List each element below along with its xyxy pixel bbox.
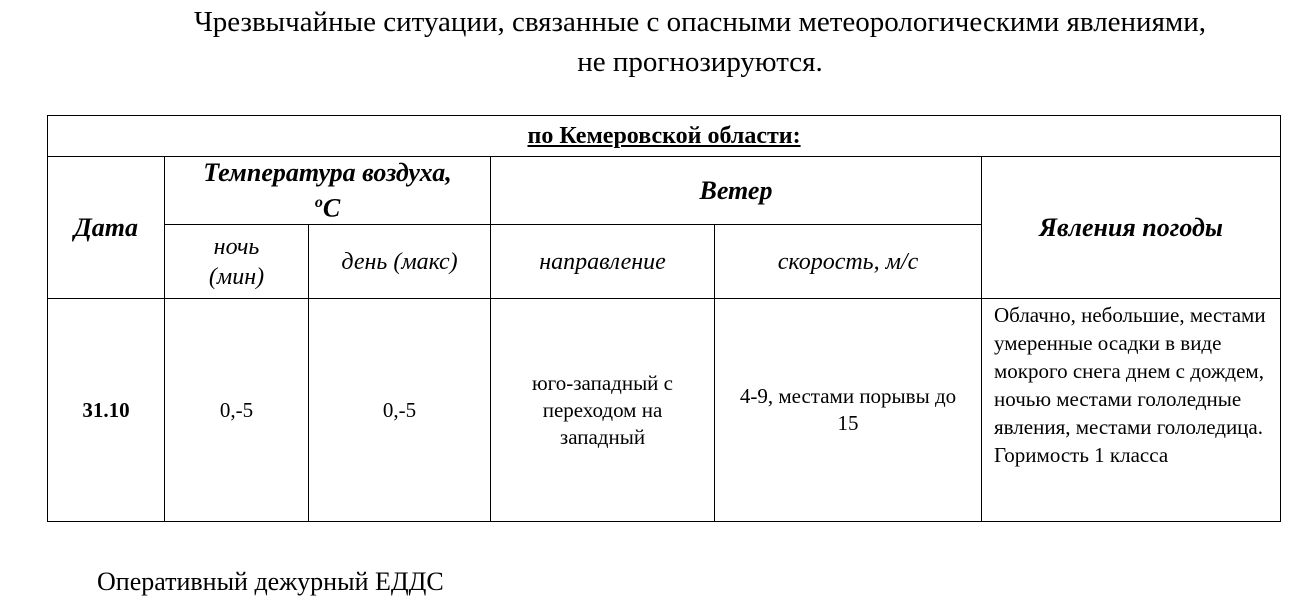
celsius-unit: C [322, 193, 341, 223]
day-temp-cell: 0,-5 [309, 299, 491, 522]
wind-header: Ветер [491, 157, 982, 225]
table-row [48, 299, 1281, 522]
region-row [48, 116, 1281, 157]
temperature-header [165, 157, 491, 225]
temperature-header-label: Температура воздуха, [203, 157, 452, 187]
day-max-header: день (макс) [309, 225, 491, 299]
date-header: Дата [48, 157, 165, 299]
min-label: (мин) [208, 263, 265, 290]
region-title: по Кемеровской области: [48, 116, 1281, 157]
night-min-header [165, 225, 309, 299]
night-temp-cell: 0,-5 [165, 299, 309, 522]
date-cell: 31.10 [48, 299, 165, 522]
phenomena-cell: Облачно, небольшие, местами умеренные осадки в виде мокрого снега днем с дождем, ночью местами гололедные явления, местами гололедица. Горимость 1 класса [982, 299, 1281, 522]
night-label: ночь [213, 233, 260, 260]
wind-direction-cell: юго-западный с переходом на западный [491, 299, 715, 522]
weather-forecast-table [47, 115, 1281, 522]
phenomena-header: Явления погоды [982, 157, 1281, 299]
heading-line-2: не прогнозируются. [577, 46, 823, 78]
header-row-1 [48, 157, 1281, 225]
wind-speed-header: скорость, м/с [715, 225, 982, 299]
forecast-heading [100, 2, 1300, 82]
wind-speed-cell: 4-9, местами порывы до 15 [715, 299, 982, 522]
degree-sign: o [314, 193, 323, 211]
heading-line-1: Чрезвычайные ситуации, связанные с опасными метеорологическими явлениями, [193, 6, 1207, 38]
wind-direction-header: направление [491, 225, 715, 299]
duty-officer-label: Оперативный дежурный ЕДДС [97, 567, 444, 596]
